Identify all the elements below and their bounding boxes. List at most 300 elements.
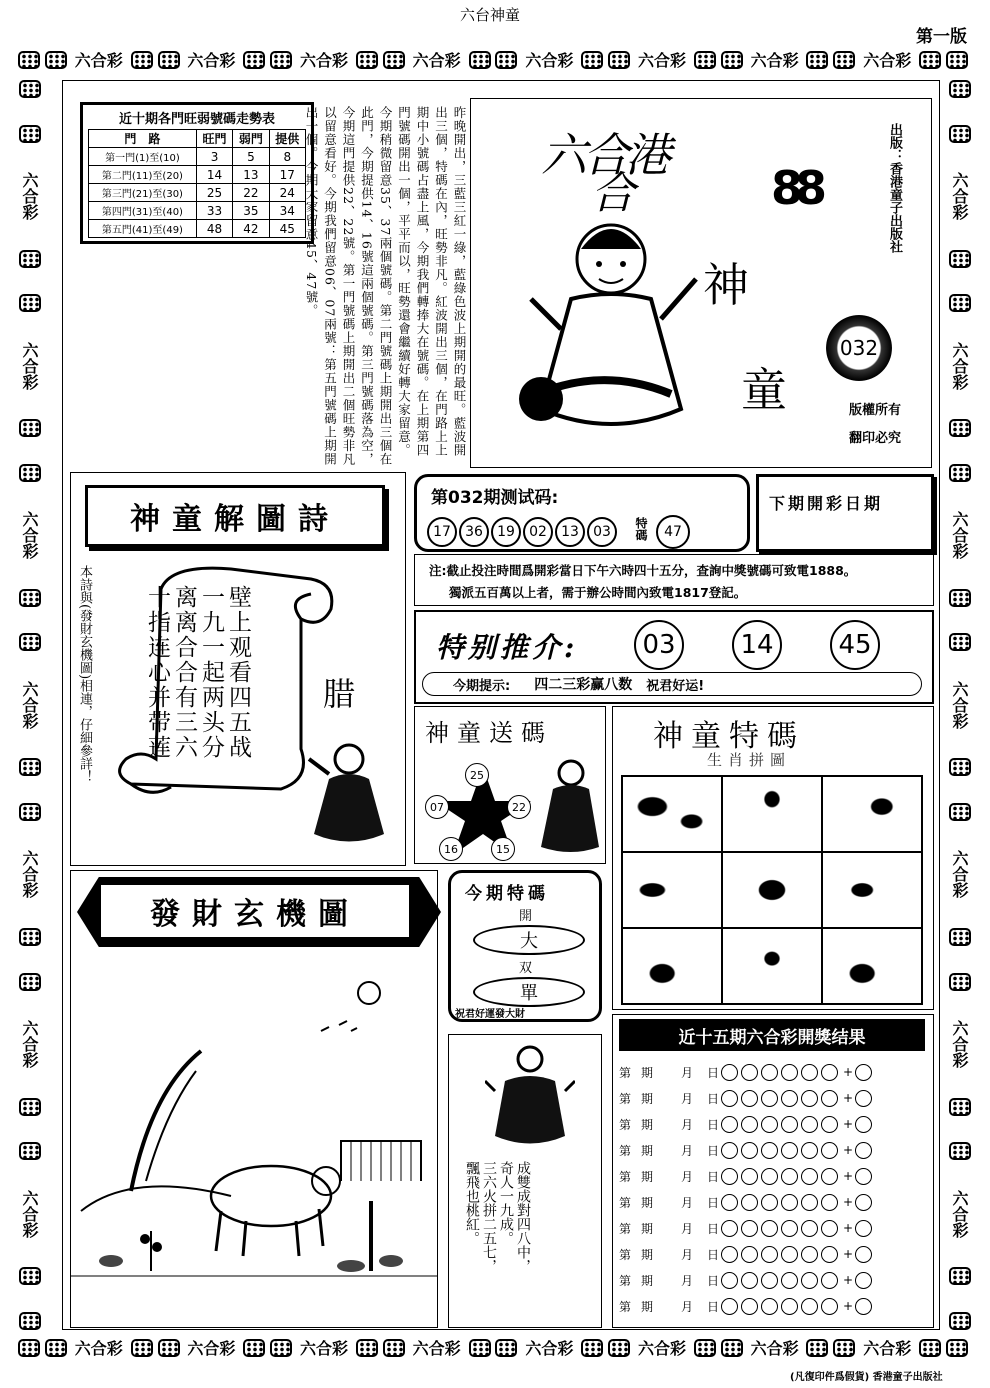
result-ball (821, 1168, 838, 1185)
frame-dice-icon (19, 250, 41, 268)
frame-dice-icon (949, 294, 971, 312)
poem-extra-char: 腊 (323, 675, 356, 713)
puzzle-piece (822, 928, 922, 1004)
result-ball (721, 1194, 738, 1211)
result-row-label: 第 (619, 1169, 632, 1184)
frame-dice-icon (19, 125, 41, 143)
result-row (619, 1137, 929, 1163)
special-label: 特碼 (634, 517, 648, 541)
test-codes-numbers (427, 515, 692, 549)
col-header: 弱門 (233, 130, 269, 148)
result-ball (741, 1220, 758, 1237)
result-ball (821, 1116, 838, 1133)
result-ball (741, 1298, 758, 1315)
result-ball (781, 1090, 798, 1107)
result-ball (781, 1168, 798, 1185)
tip-text: 四二三彩赢八数 (534, 677, 633, 693)
logo-tong: 童 (741, 363, 787, 417)
frame-dice-icon (19, 1098, 41, 1116)
logo-title: 六合港 (541, 128, 667, 182)
test-codes-title: 第032期测试码: (431, 488, 559, 508)
recommend-box (414, 610, 934, 704)
result-ball (721, 1090, 738, 1107)
star-number: 22 (507, 795, 531, 819)
frame-dice-icon (469, 51, 491, 69)
frame-label: 六合彩 (74, 51, 123, 70)
today-special-box (448, 870, 602, 1022)
col-header: 旺門 (196, 130, 232, 148)
rights-line-2: 翻印必究 (849, 431, 902, 446)
frame-dice-icon (949, 1098, 971, 1116)
frame-dice-icon (19, 633, 41, 651)
plus-sign: + (843, 1195, 854, 1209)
frame-label: 六合彩 (412, 1339, 461, 1358)
result-special-ball (855, 1168, 872, 1185)
next-draw-box (756, 474, 934, 552)
frame-label: 六合彩 (750, 51, 799, 70)
result-ball (721, 1116, 738, 1133)
result-ball (781, 1064, 798, 1081)
poem-line: 一九一起两头分 (198, 585, 224, 760)
poem-title: 神童解圖詩 (130, 502, 340, 537)
results-rows (619, 1059, 929, 1319)
result-ball (761, 1246, 778, 1263)
results-title: 近十五期六合彩開獎结果 (619, 1019, 925, 1051)
result-row (619, 1215, 929, 1241)
analysis-text-upper: 昨晚開出，三藍三紅一綠，藍綠色波上期開的最旺。藍波開出三個，特碼在內，旺勢非凡。紅波開出三個，在門路上上期中小號碼占盡上風，今期我們轉捧大在號碼。在上期第四門號碼開出一個，平平而以，旺勢還會繼續好轉大家留意。今期稍微留意35、37兩個號碼。第二門號碼上期開出三個在此門，今期提供14、16號這兩個號碼。第三門號碼落為空，今期這門提供22、22號。第一門號碼上期開出二個旺勢非凡以留意看好。今期我們留意06、07兩號：第五門號碼上期開出一個。今期大家留意45、47號。 (304, 106, 467, 466)
analysis-text-lower (100, 248, 290, 468)
frame-dice-icon (19, 803, 41, 821)
result-ball (741, 1272, 758, 1289)
result-ball (801, 1298, 818, 1315)
frame-label: 六合彩 (20, 680, 39, 729)
plus-sign: + (843, 1169, 854, 1183)
trend-table-title: 近十期各門旺弱號碼走勢表 (118, 112, 275, 127)
result-row-label: 第 (619, 1247, 632, 1262)
frame-label: 六合彩 (300, 1339, 349, 1358)
frame-dice-icon (949, 633, 971, 651)
frame-dice-icon (949, 589, 971, 607)
result-row-label: 期 (641, 1299, 654, 1314)
puzzle-piece (822, 852, 922, 928)
frame-dice-icon (356, 51, 378, 69)
result-row (619, 1189, 929, 1215)
frame-label: 六合彩 (950, 172, 969, 221)
boy-reading-illustration (299, 739, 399, 849)
frame-dice-icon (469, 1339, 491, 1357)
frame-dice-icon (18, 1339, 40, 1357)
special-code-title: 神童特碼 (653, 719, 805, 754)
frame-dice-icon (243, 51, 265, 69)
result-row (619, 1293, 929, 1319)
frame-label: 六合彩 (187, 51, 236, 70)
frame-label: 六合彩 (20, 341, 39, 390)
result-row (619, 1163, 929, 1189)
frame-dice-icon (949, 1142, 971, 1160)
frame-right-border (948, 80, 971, 1330)
puzzle-piece (722, 852, 822, 928)
table-row: 第二門(11)至(20) 14 13 17 (89, 166, 306, 184)
frame-dice-icon (18, 51, 40, 69)
result-ball (721, 1168, 738, 1185)
result-special-ball (855, 1064, 872, 1081)
result-row-label: 第 (619, 1143, 632, 1158)
plus-sign: + (843, 1273, 854, 1287)
frame-dice-icon (806, 51, 828, 69)
result-row-label: 月 (681, 1091, 694, 1106)
notice-line-2: 獨派五百萬以上者，需于辦公時間內致電1817登記。 (449, 585, 747, 600)
today-special-big: 大 (473, 925, 585, 955)
result-ball (801, 1194, 818, 1211)
plus-sign: + (843, 1299, 854, 1313)
frame-label: 六合彩 (950, 1189, 969, 1238)
result-ball (741, 1168, 758, 1185)
result-row-label: 月 (681, 1143, 694, 1158)
result-ball (801, 1220, 818, 1237)
result-ball (761, 1272, 778, 1289)
notice-line-1: 注:截止投注時間爲開彩當日下午六時四十五分，查詢中獎號碼可致電1888。 (429, 563, 857, 578)
result-ball (821, 1220, 838, 1237)
result-special-ball (855, 1220, 872, 1237)
frame-dice-icon (495, 51, 517, 69)
frame-dice-icon (608, 1339, 630, 1357)
result-row-label: 期 (641, 1143, 654, 1158)
result-row-label: 第 (619, 1065, 632, 1080)
frame-dice-icon (949, 1267, 971, 1285)
result-ball (761, 1168, 778, 1185)
result-special-ball (855, 1246, 872, 1263)
star-number: 07 (425, 795, 449, 819)
frame-dice-icon (949, 1312, 971, 1330)
frame-label: 六合彩 (950, 511, 969, 560)
result-ball (721, 1064, 738, 1081)
frame-dice-icon (19, 928, 41, 946)
result-ball (761, 1142, 778, 1159)
result-ball (721, 1298, 738, 1315)
result-ball (781, 1246, 798, 1263)
poem-section (70, 472, 406, 866)
frame-bottom-border (18, 1336, 968, 1359)
result-ball (781, 1194, 798, 1211)
plus-sign: + (843, 1091, 854, 1105)
frame-dice-icon (694, 1339, 716, 1357)
frame-label: 六合彩 (950, 850, 969, 899)
logo-title-2: 合 (591, 168, 635, 219)
frame-dice-icon (495, 1339, 517, 1357)
frame-dice-icon (158, 1339, 180, 1357)
result-ball (761, 1116, 778, 1133)
poem-side-note: 本詩與(發財玄機圖)相連，仔細參詳！ (77, 565, 92, 784)
result-row-label: 期 (641, 1221, 654, 1236)
frame-dice-icon (131, 51, 153, 69)
fortune-banner-inner (101, 885, 409, 937)
result-special-ball (855, 1142, 872, 1159)
result-row-label: 月 (681, 1299, 694, 1314)
result-row-label: 期 (641, 1117, 654, 1132)
next-draw-title: 下期開彩日期 (769, 494, 884, 513)
result-row-label: 日 (707, 1221, 720, 1236)
col-header: 門 路 (89, 130, 197, 148)
result-ball (801, 1142, 818, 1159)
frame-dice-icon (45, 51, 67, 69)
frame-dice-icon (243, 1339, 265, 1357)
special-code-subtitle: 生肖拼圖 (707, 751, 792, 769)
result-row-label: 日 (707, 1143, 720, 1158)
issue-badge: 032 (826, 315, 892, 381)
result-ball (781, 1220, 798, 1237)
result-row-label: 日 (707, 1169, 720, 1184)
frame-dice-icon (949, 80, 971, 98)
today-special-footer: 祝君好運發大財 (455, 1009, 525, 1020)
frame-dice-icon (19, 419, 41, 437)
result-ball (801, 1272, 818, 1289)
frame-dice-icon (946, 1339, 968, 1357)
frame-dice-icon (694, 51, 716, 69)
result-ball (781, 1272, 798, 1289)
plus-sign: + (843, 1143, 854, 1157)
result-row-label: 月 (681, 1273, 694, 1288)
result-special-ball (855, 1116, 872, 1133)
frame-top-border (18, 48, 968, 71)
send-code-title: 神童送碼 (425, 719, 553, 747)
frame-label: 六合彩 (863, 1339, 912, 1358)
result-ball (721, 1246, 738, 1263)
star-number: 15 (491, 837, 515, 861)
result-ball (781, 1116, 798, 1133)
table-row: 第四門(31)至(40) 33 35 34 (89, 202, 306, 220)
verse-line: 三六火拼二五七， (481, 1161, 497, 1273)
frame-label: 六合彩 (20, 1189, 39, 1238)
frame-dice-icon (270, 1339, 292, 1357)
frame-dice-icon (19, 973, 41, 991)
result-special-ball (855, 1298, 872, 1315)
result-row-label: 月 (681, 1247, 694, 1262)
result-ball (781, 1298, 798, 1315)
result-ball (821, 1298, 838, 1315)
test-number: 13 (555, 517, 585, 547)
poem-title-box (85, 485, 385, 547)
result-ball (821, 1194, 838, 1211)
result-row-label: 期 (641, 1273, 654, 1288)
frame-dice-icon (383, 1339, 405, 1357)
logo-shen: 神 (703, 258, 749, 312)
frame-label: 六合彩 (74, 1339, 123, 1358)
today-special-single: 單 (473, 977, 585, 1007)
today-special-open: 開 (519, 909, 533, 924)
result-row (619, 1267, 929, 1293)
logo-number: 88 (771, 161, 820, 215)
result-row-label: 第 (619, 1195, 632, 1210)
test-number: 17 (427, 517, 457, 547)
result-ball (761, 1194, 778, 1211)
results-box (612, 1014, 934, 1328)
result-ball (821, 1064, 838, 1081)
recommend-number: 45 (830, 620, 880, 670)
boy-dancing-illustration (485, 1041, 575, 1151)
frame-label: 六合彩 (20, 172, 39, 221)
verse-line: 奇人一九成。 (498, 1161, 514, 1245)
result-row-label: 日 (707, 1273, 720, 1288)
result-row-label: 期 (641, 1065, 654, 1080)
result-special-ball (855, 1272, 872, 1289)
frame-dice-icon (949, 928, 971, 946)
result-row (619, 1241, 929, 1267)
frame-dice-icon (383, 51, 405, 69)
frame-dice-icon (949, 973, 971, 991)
puzzle-grid (621, 775, 923, 1005)
result-row-label: 月 (681, 1169, 694, 1184)
send-code-box (414, 706, 606, 864)
test-number: 36 (459, 517, 489, 547)
frame-label: 六合彩 (863, 51, 912, 70)
frame-dice-icon (833, 1339, 855, 1357)
frame-dice-icon (356, 1339, 378, 1357)
result-row-label: 期 (641, 1195, 654, 1210)
result-ball (721, 1220, 738, 1237)
verse-line: 成雙成對四八中， (515, 1161, 531, 1273)
result-row-label: 月 (681, 1117, 694, 1132)
frame-label: 六合彩 (412, 51, 461, 70)
result-row-label: 期 (641, 1169, 654, 1184)
puzzle-piece (622, 776, 722, 852)
verse-text (463, 1161, 531, 1321)
puzzle-piece (622, 928, 722, 1004)
recommend-title: 特别推介: (436, 631, 579, 664)
result-row-label: 月 (681, 1221, 694, 1236)
frame-dice-icon (919, 51, 941, 69)
frame-label: 六合彩 (950, 341, 969, 390)
plus-sign: + (843, 1117, 854, 1131)
frame-dice-icon (721, 1339, 743, 1357)
frame-dice-icon (270, 51, 292, 69)
table-row: 第一門(1)至(10) 3 5 8 (89, 148, 306, 166)
result-row-label: 第 (619, 1273, 632, 1288)
result-row (619, 1085, 929, 1111)
edition-label: 第一版 (916, 27, 967, 47)
frame-dice-icon (949, 464, 971, 482)
frame-label: 六合彩 (525, 51, 574, 70)
frame-dice-icon (19, 1312, 41, 1330)
frame-label: 六合彩 (20, 511, 39, 560)
frame-dice-icon (946, 51, 968, 69)
puzzle-piece (822, 776, 922, 852)
result-ball (741, 1090, 758, 1107)
special-code-box (612, 706, 934, 1010)
result-ball (801, 1246, 818, 1263)
frame-label: 六合彩 (950, 680, 969, 729)
test-codes-box (414, 474, 750, 552)
puzzle-piece (722, 928, 822, 1004)
result-ball (761, 1090, 778, 1107)
result-ball (741, 1142, 758, 1159)
result-row-label: 日 (707, 1195, 720, 1210)
fortune-chart-title: 發財玄機圖 (150, 897, 360, 932)
result-ball (801, 1090, 818, 1107)
result-row-label: 日 (707, 1065, 720, 1080)
frame-label: 六合彩 (20, 1020, 39, 1069)
frame-label: 六合彩 (187, 1339, 236, 1358)
frame-dice-icon (949, 758, 971, 776)
frame-label: 六合彩 (950, 1020, 969, 1069)
result-ball (821, 1142, 838, 1159)
result-ball (801, 1168, 818, 1185)
result-ball (761, 1064, 778, 1081)
result-row-label: 期 (641, 1091, 654, 1106)
result-row-label: 月 (681, 1195, 694, 1210)
frame-label: 六合彩 (525, 1339, 574, 1358)
result-row-label: 第 (619, 1299, 632, 1314)
table-row: 第五門(41)至(49) 48 42 45 (89, 220, 306, 238)
frame-dice-icon (949, 125, 971, 143)
frame-dice-icon (45, 1339, 67, 1357)
result-ball (741, 1194, 758, 1211)
result-row-label: 第 (619, 1117, 632, 1132)
result-ball (821, 1272, 838, 1289)
result-ball (801, 1116, 818, 1133)
page-header-title: 六台神童 (460, 6, 521, 24)
poem-line: 壁上观看四五战 (225, 585, 251, 760)
frame-dice-icon (721, 51, 743, 69)
poem-lines (143, 585, 251, 785)
frame-dice-icon (19, 80, 41, 98)
frame-dice-icon (949, 803, 971, 821)
recommend-number: 03 (634, 620, 684, 670)
plus-sign: + (843, 1247, 854, 1261)
result-special-ball (855, 1194, 872, 1211)
frame-dice-icon (919, 1339, 941, 1357)
test-number: 19 (491, 517, 521, 547)
frame-label: 六合彩 (637, 1339, 686, 1358)
pig-landscape-illustration (71, 971, 437, 1321)
result-row-label: 期 (641, 1247, 654, 1262)
frame-dice-icon (608, 51, 630, 69)
fortune-chart-box (70, 870, 438, 1328)
plus-sign: + (843, 1065, 854, 1079)
frame-dice-icon (833, 51, 855, 69)
result-ball (721, 1272, 738, 1289)
tip-wish: 祝君好运! (646, 678, 705, 694)
test-number: 02 (523, 517, 553, 547)
result-ball (721, 1142, 738, 1159)
poem-line: 离离合合有三六 (171, 585, 197, 760)
result-ball (821, 1246, 838, 1263)
result-row-label: 日 (707, 1091, 720, 1106)
boy-illustration (511, 209, 711, 439)
frame-dice-icon (806, 1339, 828, 1357)
frame-dice-icon (19, 464, 41, 482)
result-ball (801, 1064, 818, 1081)
verse-box (448, 1034, 602, 1328)
result-row-label: 日 (707, 1117, 720, 1132)
result-ball (781, 1142, 798, 1159)
frame-dice-icon (581, 1339, 603, 1357)
result-row-label: 第 (619, 1091, 632, 1106)
puzzle-piece (622, 852, 722, 928)
result-row (619, 1111, 929, 1137)
poem-line: 十指连心并带莲 (144, 585, 170, 760)
frame-label: 六合彩 (637, 51, 686, 70)
frame-dice-icon (19, 758, 41, 776)
puzzle-piece (722, 776, 822, 852)
result-special-ball (855, 1090, 872, 1107)
test-number: 03 (587, 517, 617, 547)
star-number: 16 (439, 837, 463, 861)
frame-dice-icon (158, 51, 180, 69)
today-special-title: 今期特碼 (465, 884, 549, 904)
frame-label: 六合彩 (20, 850, 39, 899)
frame-dice-icon (19, 1142, 41, 1160)
recommend-number: 14 (732, 620, 782, 670)
